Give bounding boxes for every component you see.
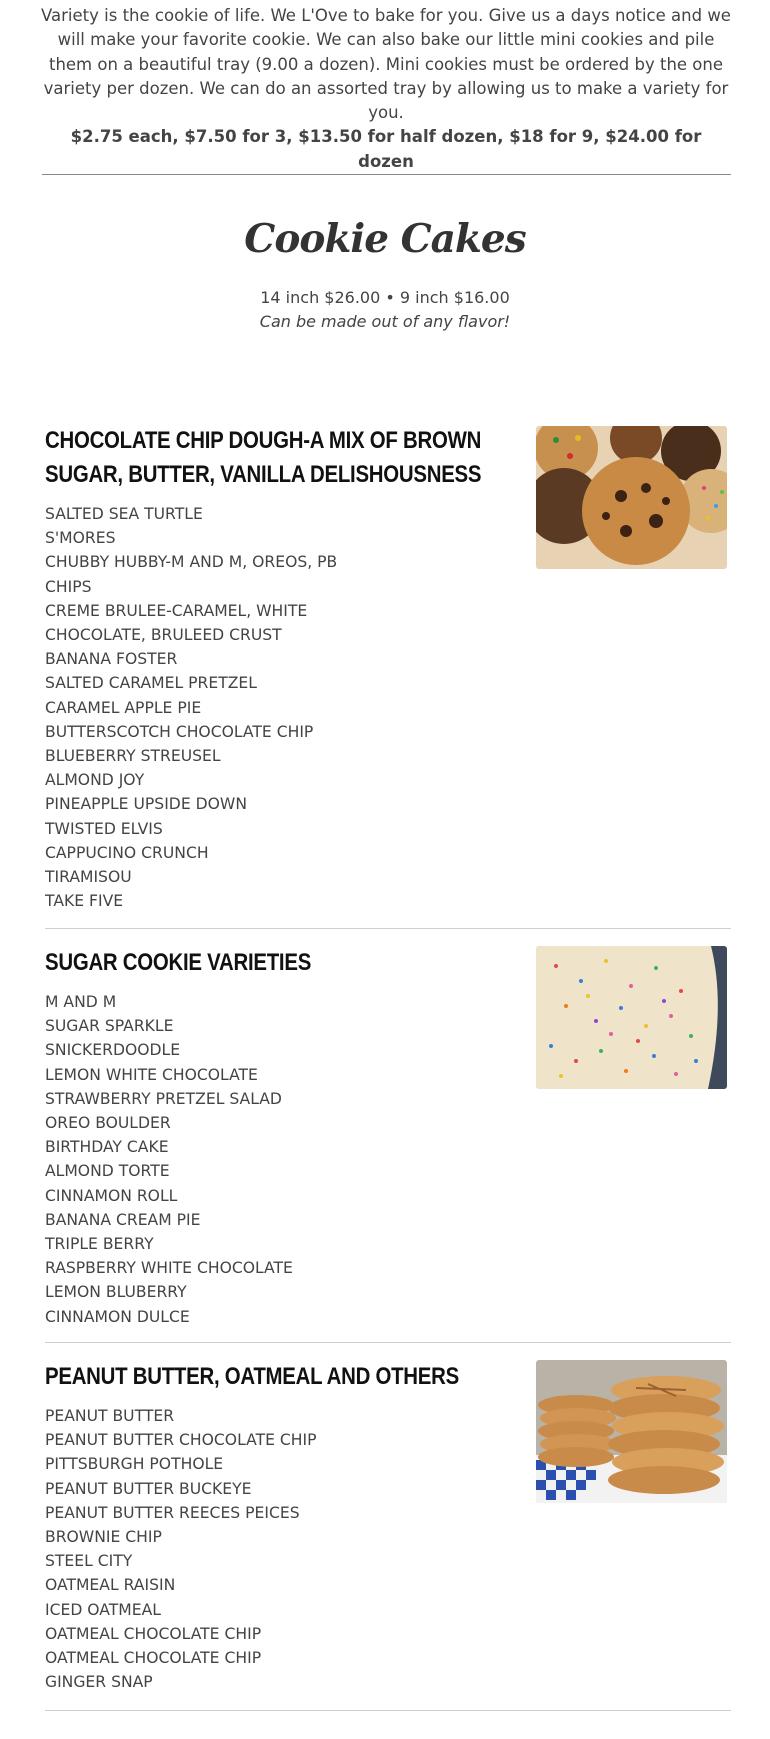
section-divider xyxy=(45,1342,731,1343)
list-item: CINNAMON ROLL xyxy=(45,1186,178,1205)
chocolate-chip-cookies-photo xyxy=(536,426,727,569)
list-item: ALMOND JOY xyxy=(45,771,145,790)
list-item: PEANUT BUTTER xyxy=(45,1407,175,1425)
flavor-list xyxy=(45,502,375,913)
section-rule-1 xyxy=(45,928,731,929)
list-item: OATMEAL RAISIN xyxy=(45,1576,176,1595)
list-item: CARAMEL APPLE PIE xyxy=(45,698,202,717)
cookie-cakes-note: Can be made out of any flavor! xyxy=(259,312,511,331)
list-item: BANANA FOSTER xyxy=(45,650,178,669)
list-item: OATMEAL CHOCOLATE CHIP xyxy=(45,1624,262,1643)
list-item: OREO BOULDER xyxy=(45,1114,171,1133)
list-item: LEMON BLUBERRY xyxy=(45,1283,187,1302)
section-heading: SUGAR COOKIE VARIETIES xyxy=(45,949,312,976)
list-item: TRIPLE BERRY xyxy=(45,1235,154,1254)
list-item: M AND M xyxy=(45,993,117,1011)
list-item: PEANUT BUTTER BUCKEYE xyxy=(45,1479,252,1498)
list-item: RASPBERRY WHITE CHOCOLATE xyxy=(45,1259,293,1278)
list-item: BUTTERSCOTCH CHOCOLATE CHIP xyxy=(45,722,314,741)
list-item: SALTED SEA TURTLE xyxy=(45,505,203,523)
list-item: GINGER SNAP xyxy=(45,1673,153,1692)
section-divider xyxy=(42,174,731,175)
section-heading: PEANUT BUTTER, OATMEAL AND OTHERS xyxy=(45,1363,459,1390)
list-item: S'MORES xyxy=(45,529,116,548)
section-rule-2 xyxy=(45,1342,731,1343)
flavor-list xyxy=(45,990,375,1329)
list-item: STRAWBERRY PRETZEL SALAD xyxy=(45,1089,282,1108)
list-item: CINNAMON DULCE xyxy=(45,1307,190,1326)
section-heading: CHOCOLATE CHIP DOUGH-A MIX OF BROWN SUGAR, BUTTER, VANILLA DELISHOUSNESS xyxy=(45,427,482,488)
sugar-cookie-sprinkles-photo xyxy=(536,946,727,1089)
list-item: SALTED CARAMEL PRETZEL xyxy=(45,674,257,693)
cookie-cakes-sizes: 14 inch $26.00 • 9 inch $16.00 xyxy=(260,288,510,307)
list-item: PINEAPPLE UPSIDE DOWN xyxy=(45,795,247,814)
list-item: TIRAMISOU xyxy=(45,868,132,887)
list-item: STEEL CITY xyxy=(45,1552,133,1571)
list-item: BROWNIE CHIP xyxy=(45,1528,162,1547)
list-item: OATMEAL CHOCOLATE CHIP xyxy=(45,1649,262,1668)
list-item: LEMON WHITE CHOCOLATE xyxy=(45,1065,258,1084)
list-item: PEANUT BUTTER REECES PEICES xyxy=(45,1503,300,1522)
section-divider xyxy=(45,1710,731,1711)
peanut-butter-cookie-stack-photo xyxy=(536,1360,727,1503)
list-item: CHUBBY HUBBY-M AND M, OREOS, PB CHIPS xyxy=(45,553,338,596)
section-rule-3 xyxy=(45,1710,731,1711)
intro-text: Variety is the cookie of life. We L'Ove to bake for you. Give us a days notice and we will make your favorite cookie. We can also bake our little mini cookies and pile them on a beautiful tray (9.00 a dozen). Mini cookies must be ordered by the one variety per dozen. We can do an assorted tray by allowing us to make a variety for you. xyxy=(41,6,731,123)
list-item: BIRTHDAY CAKE xyxy=(45,1138,169,1157)
intro-prices: $2.75 each, $7.50 for 3, $13.50 for half dozen, $18 for 9, $24.00 for dozen xyxy=(70,127,702,171)
list-item: SUGAR SPARKLE xyxy=(45,1017,174,1036)
section-divider xyxy=(45,928,731,929)
list-item: PITTSBURGH POTHOLE xyxy=(45,1455,224,1474)
list-item: BANANA CREAM PIE xyxy=(45,1210,201,1229)
list-item: ALMOND TORTE xyxy=(45,1162,170,1181)
list-item: ICED OATMEAL xyxy=(45,1600,161,1619)
cookie-cakes-title: Cookie Cakes xyxy=(244,216,526,262)
list-item: TWISTED ELVIS xyxy=(45,819,163,838)
list-item: CAPPUCINO CRUNCH xyxy=(45,843,209,862)
list-item: SNICKERDOODLE xyxy=(45,1041,181,1060)
list-item: CREME BRULEE-CARAMEL, WHITE CHOCOLATE, BRULEED CRUST xyxy=(45,601,308,645)
flavor-list xyxy=(45,1404,375,1694)
list-item: PEANUT BUTTER CHOCOLATE CHIP xyxy=(45,1431,317,1450)
list-item: BLUEBERRY STREUSEL xyxy=(45,747,221,766)
intro-block xyxy=(40,4,732,174)
list-item: TAKE FIVE xyxy=(45,892,124,911)
